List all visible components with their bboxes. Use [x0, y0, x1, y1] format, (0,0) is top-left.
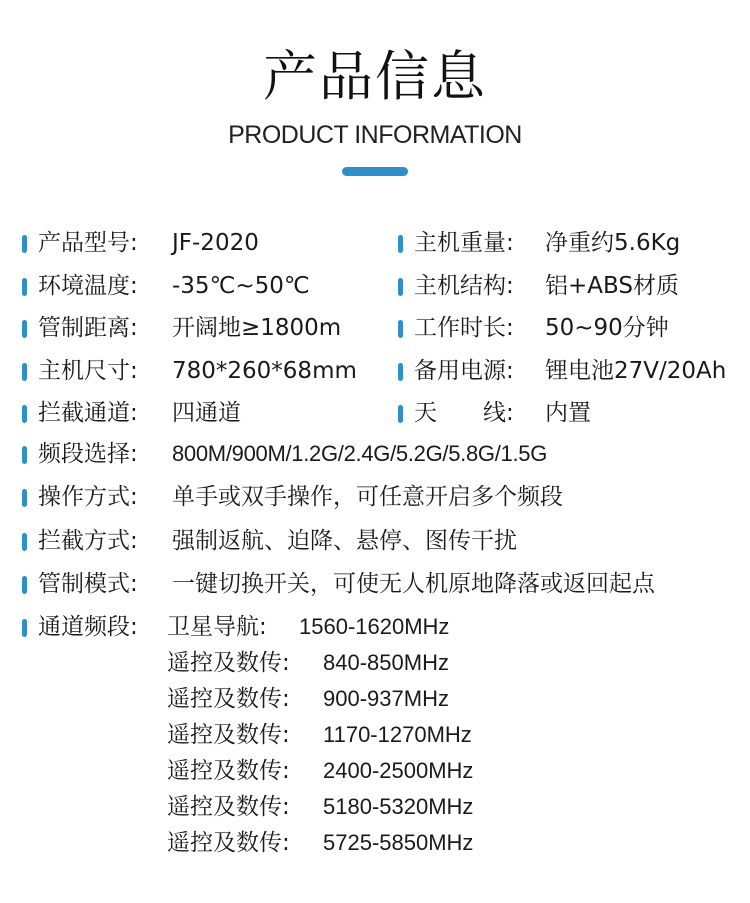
- page-title: 产品信息: [263, 45, 487, 108]
- channel-name: 遥控及数传:: [167, 686, 290, 712]
- spec-value: -35℃~50℃: [172, 273, 310, 299]
- spec-value: 780*260*68mm: [172, 358, 357, 384]
- bullet-marker: [22, 320, 27, 338]
- spec-value: 锂电池27V/20Ah: [545, 358, 727, 384]
- spec-label: 主机尺寸:: [38, 358, 138, 384]
- spec-label: 环境温度:: [38, 273, 138, 299]
- bullet-marker: [398, 235, 403, 253]
- spec-label: 管制距离:: [38, 315, 138, 341]
- bullet-marker: [22, 405, 27, 423]
- bullet-marker: [22, 363, 27, 381]
- spec-value: 50~90分钟: [545, 315, 669, 341]
- spec-label: 拦截方式:: [38, 528, 138, 554]
- spec-value: 单手或双手操作，可任意开启多个频段: [172, 484, 563, 510]
- spec-value: 开阔地≥1800m: [172, 315, 342, 341]
- channel-name: 遥控及数传:: [167, 650, 290, 676]
- title-accent-bar: [342, 167, 408, 176]
- channel-name: 遥控及数传:: [167, 722, 290, 748]
- spec-value: 内置: [545, 400, 591, 426]
- channel-name: 遥控及数传:: [167, 758, 290, 784]
- spec-label: 备用电源:: [414, 358, 514, 384]
- bullet-marker: [398, 278, 403, 296]
- spec-label: 天 线:: [414, 400, 514, 426]
- spec-label: 主机结构:: [414, 273, 514, 299]
- bullet-marker: [398, 405, 403, 423]
- spec-value: JF-2020: [172, 230, 259, 256]
- spec-label: 工作时长:: [414, 315, 514, 341]
- channel-name: 遥控及数传:: [167, 794, 290, 820]
- spec-value: 强制返航、迫降、悬停、图传干扰: [172, 528, 517, 554]
- spec-label: 拦截通道:: [38, 400, 138, 426]
- bullet-marker: [22, 278, 27, 296]
- bullet-marker: [398, 363, 403, 381]
- channel-name: 遥控及数传:: [167, 830, 290, 856]
- spec-value: 800M/900M/1.2G/2.4G/5.2G/5.8G/1.5G: [172, 441, 548, 466]
- page-subtitle: PRODUCT INFORMATION: [228, 121, 522, 149]
- channel-name: 卫星导航:: [167, 614, 267, 640]
- spec-label: 频段选择:: [38, 441, 138, 467]
- channel-range: 2400-2500MHz: [323, 758, 474, 783]
- bullet-marker: [22, 235, 27, 253]
- spec-value: 四通道: [172, 400, 241, 426]
- spec-value: 铝+ABS材质: [545, 273, 679, 299]
- channel-range: 5725-5850MHz: [323, 830, 474, 855]
- channel-range: 900-937MHz: [323, 686, 449, 711]
- spec-value: 净重约5.6Kg: [545, 230, 681, 256]
- bullet-marker: [22, 619, 27, 637]
- spec-label: 产品型号:: [38, 230, 138, 256]
- spec-label: 管制模式:: [38, 571, 138, 597]
- spec-value: 一键切换开关，可使无人机原地降落或返回起点: [172, 571, 655, 597]
- bullet-marker: [22, 446, 27, 464]
- bullet-marker: [22, 533, 27, 551]
- bullet-marker: [22, 489, 27, 507]
- channel-range: 840-850MHz: [323, 650, 449, 675]
- bullet-marker: [398, 320, 403, 338]
- bullet-marker: [22, 576, 27, 594]
- spec-label: 操作方式:: [38, 484, 138, 510]
- spec-label: 通道频段:: [38, 614, 138, 640]
- channel-range: 1560-1620MHz: [299, 614, 450, 639]
- channel-range: 1170-1270MHz: [323, 722, 472, 747]
- spec-label: 主机重量:: [414, 230, 514, 256]
- channel-range: 5180-5320MHz: [323, 794, 474, 819]
